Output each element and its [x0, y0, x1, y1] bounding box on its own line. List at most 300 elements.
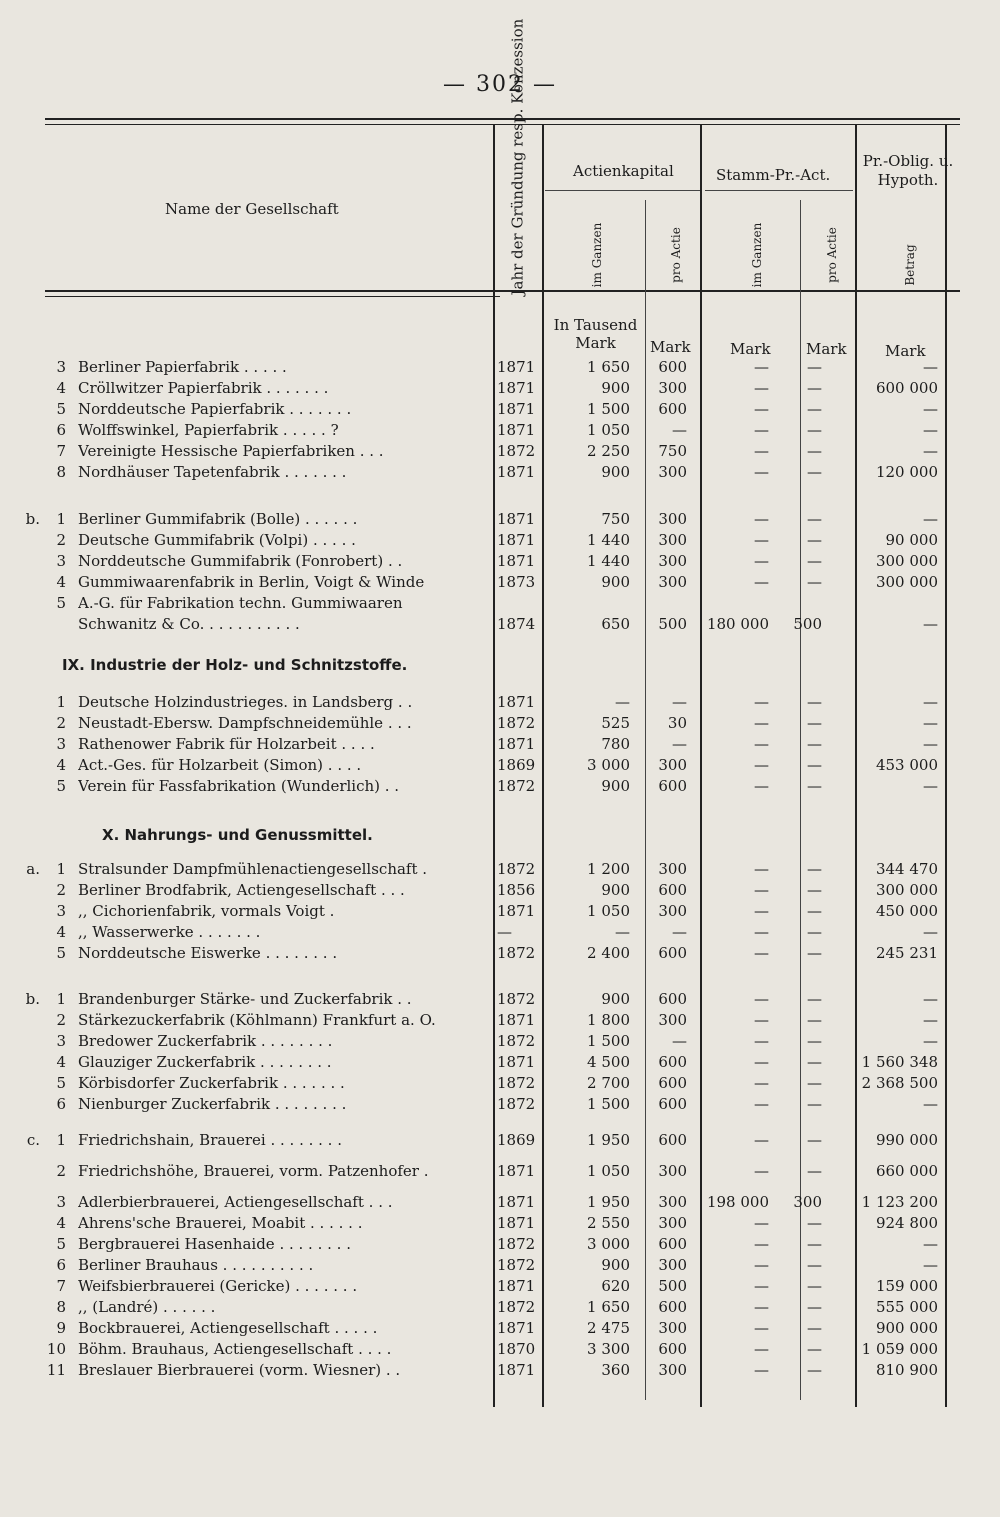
- cell-c2: 600: [658, 881, 687, 899]
- cell-c2: 600: [658, 1298, 687, 1316]
- cell-num: 3: [56, 902, 66, 920]
- cell-c2: 300: [658, 1256, 687, 1274]
- cell-c1: 900: [601, 990, 630, 1008]
- cell-year: 1871: [497, 463, 536, 481]
- cell-year: 1871: [497, 693, 536, 711]
- cell-c1: —: [615, 923, 630, 941]
- cell-name: Deutsche Holzindustrieges. in Landsberg . .: [78, 693, 413, 711]
- cell-c2: 300: [658, 860, 687, 878]
- cell-name: Gummiwaarenfabrik in Berlin, Voigt & Winde: [78, 573, 425, 591]
- cell-c4: —: [807, 1074, 822, 1092]
- cell-c1: 3 000: [587, 756, 630, 774]
- cell-pref: c.: [26, 1131, 40, 1149]
- cell-pref: a.: [26, 860, 40, 878]
- cell-c3: —: [754, 944, 769, 962]
- table-row: [0, 859, 1000, 880]
- cell-c1: 750: [601, 510, 630, 528]
- cell-name: Bergbrauerei Hasenhaide . . . . . . . .: [78, 1235, 351, 1253]
- header-stamm: Stamm-Pr.-Act.: [716, 166, 831, 184]
- cell-c4: —: [807, 881, 822, 899]
- actienkapital-underline: [545, 190, 700, 191]
- cell-c4: —: [807, 510, 822, 528]
- table-row: [0, 943, 1000, 964]
- cell-c5: 1 123 200: [861, 1193, 938, 1211]
- cell-year: 1869: [497, 756, 536, 774]
- table-row: [0, 530, 1000, 551]
- cell-c1: 2 700: [587, 1074, 630, 1092]
- cell-c5: —: [923, 735, 938, 753]
- cell-c4: —: [807, 400, 822, 418]
- cell-c2: 600: [658, 1074, 687, 1092]
- cell-name: ,, Cichorienfabrik, vormals Voigt .: [78, 902, 335, 920]
- cell-c4: —: [807, 1011, 822, 1029]
- cell-c2: 300: [658, 1214, 687, 1232]
- cell-c1: 4 500: [587, 1053, 630, 1071]
- cell-c4: —: [807, 777, 822, 795]
- cell-c4: —: [807, 1162, 822, 1180]
- cell-c5: 660 000: [875, 1162, 938, 1180]
- table-row: [0, 776, 1000, 797]
- cell-name: Wolffswinkel, Papierfabrik . . . . . ?: [78, 421, 339, 439]
- cell-c2: 300: [658, 552, 687, 570]
- table-row: [0, 462, 1000, 483]
- cell-year: 1872: [497, 442, 536, 460]
- cell-c3: —: [754, 573, 769, 591]
- table-row: [0, 614, 1000, 635]
- cell-c2: 300: [658, 1361, 687, 1379]
- cell-year: 1872: [497, 990, 536, 1008]
- cell-c1: 1 650: [587, 358, 630, 376]
- cell-num: 5: [56, 594, 66, 612]
- cell-year: 1871: [497, 531, 536, 549]
- cell-c1: 900: [601, 777, 630, 795]
- table-row: [0, 1031, 1000, 1052]
- table-row: [0, 1360, 1000, 1381]
- cell-c3: —: [754, 1235, 769, 1253]
- cell-num: 6: [56, 1256, 66, 1274]
- cell-name: Stärkezuckerfabrik (Köhlmann) Frankfurt a. O.: [78, 1011, 436, 1029]
- cell-c1: 2 475: [587, 1319, 630, 1337]
- cell-name: Breslauer Bierbrauerei (vorm. Wiesner) . .: [78, 1361, 401, 1379]
- cell-num: 1: [56, 693, 66, 711]
- cell-c1: 2 550: [587, 1214, 630, 1232]
- header-actienkapital: Actienkapital: [573, 162, 674, 180]
- cell-c5: —: [923, 442, 938, 460]
- cell-name: Bredower Zuckerfabrik . . . . . . . .: [78, 1032, 333, 1050]
- cell-c4: —: [807, 573, 822, 591]
- cell-c3: —: [754, 1298, 769, 1316]
- cell-year: 1872: [497, 1256, 536, 1274]
- cell-c2: 500: [658, 1277, 687, 1295]
- table-row: [0, 713, 1000, 734]
- cell-c5: —: [923, 400, 938, 418]
- top-rule: [45, 118, 960, 120]
- stamm-underline: [705, 190, 853, 191]
- cell-c1: 1 950: [587, 1193, 630, 1211]
- cell-year: 1873: [497, 573, 536, 591]
- cell-num: 8: [56, 463, 66, 481]
- cell-c5: 555 000: [875, 1298, 938, 1316]
- cell-pref: b.: [25, 510, 40, 528]
- table-row: [0, 989, 1000, 1010]
- cell-c3: —: [754, 1256, 769, 1274]
- cell-name: Vereinigte Hessische Papierfabriken . . .: [78, 442, 384, 460]
- cell-num: 1: [56, 510, 66, 528]
- table-row: [0, 441, 1000, 462]
- cell-name: Deutsche Gummifabrik (Volpi) . . . . .: [78, 531, 356, 549]
- cell-name: Nienburger Zuckerfabrik . . . . . . . .: [78, 1095, 347, 1113]
- cell-c4: —: [807, 735, 822, 753]
- table-row: [0, 1073, 1000, 1094]
- cell-year: 1872: [497, 777, 536, 795]
- cell-num: 3: [56, 1193, 66, 1211]
- cell-name: Nordhäuser Tapetenfabrik . . . . . . .: [78, 463, 347, 481]
- cell-c2: 300: [658, 463, 687, 481]
- cell-c2: 600: [658, 944, 687, 962]
- cell-name: Bockbrauerei, Actiengesellschaft . . . . .: [78, 1319, 378, 1337]
- cell-c4: —: [807, 1319, 822, 1337]
- cell-c5: —: [923, 615, 938, 633]
- cell-num: 1: [56, 990, 66, 1008]
- cell-c5: —: [923, 1011, 938, 1029]
- cell-name: Glauziger Zuckerfabrik . . . . . . . .: [78, 1053, 332, 1071]
- cell-num: 3: [56, 735, 66, 753]
- cell-c5: 344 470: [875, 860, 938, 878]
- cell-year: 1871: [497, 1361, 536, 1379]
- cell-c4: —: [807, 1095, 822, 1113]
- cell-c4: —: [807, 463, 822, 481]
- table-row: [0, 1276, 1000, 1297]
- table-row: [0, 734, 1000, 755]
- cell-c1: 1 200: [587, 860, 630, 878]
- page-number: — 302 —: [443, 72, 557, 97]
- cell-num: 5: [56, 777, 66, 795]
- cell-name: Brandenburger Stärke- und Zuckerfabrik . .: [78, 990, 412, 1008]
- header-prob: Pr.-Oblig. u. Hypoth.: [862, 152, 954, 189]
- cell-c3: —: [754, 735, 769, 753]
- cell-c1: 1 440: [587, 552, 630, 570]
- cell-year: 1871: [497, 1277, 536, 1295]
- cell-c1: 2 400: [587, 944, 630, 962]
- cell-c5: 1 059 000: [861, 1340, 938, 1358]
- cell-c5: —: [923, 714, 938, 732]
- cell-c1: 2 250: [587, 442, 630, 460]
- cell-num: 5: [56, 1235, 66, 1253]
- cell-c5: 300 000: [875, 881, 938, 899]
- cell-c4: —: [807, 756, 822, 774]
- cell-c1: 620: [601, 1277, 630, 1295]
- unit-mark-ak: Mark: [650, 338, 691, 356]
- cell-c3: —: [754, 552, 769, 570]
- cell-name: Schwanitz & Co. . . . . . . . . . .: [78, 615, 300, 633]
- cell-c1: 1 950: [587, 1131, 630, 1149]
- cell-year: 1871: [497, 1193, 536, 1211]
- cell-c3: —: [754, 379, 769, 397]
- table-row: [0, 1339, 1000, 1360]
- cell-c5: 120 000: [875, 463, 938, 481]
- header-stamm-pro-actie: pro Actie: [825, 227, 839, 283]
- cell-c3: 198 000: [706, 1193, 769, 1211]
- cell-year: 1871: [497, 735, 536, 753]
- cell-year: 1872: [497, 1074, 536, 1092]
- cell-c2: 300: [658, 379, 687, 397]
- header-name: Name der Gesellschaft: [165, 200, 339, 218]
- cell-name: A.-G. für Fabrikation techn. Gummiwaaren: [78, 594, 403, 612]
- cell-name: ,, (Landré) . . . . . .: [78, 1298, 216, 1316]
- cell-name: Act.-Ges. für Holzarbeit (Simon) . . . .: [78, 756, 362, 774]
- unit-mark-stamm-pro: Mark: [806, 340, 847, 358]
- cell-c4: —: [807, 944, 822, 962]
- cell-num: 4: [56, 1053, 66, 1071]
- cell-name: Norddeutsche Eiswerke . . . . . . . .: [78, 944, 338, 962]
- cell-num: 4: [56, 379, 66, 397]
- cell-c5: —: [923, 358, 938, 376]
- cell-c2: —: [672, 693, 687, 711]
- cell-num: 6: [56, 1095, 66, 1113]
- cell-name: Neustadt-Ebersw. Dampfschneidemühle . . .: [78, 714, 412, 732]
- cell-num: 4: [56, 573, 66, 591]
- cell-c3: —: [754, 1053, 769, 1071]
- cell-year: 1870: [497, 1340, 536, 1358]
- cell-c2: —: [672, 735, 687, 753]
- cell-c4: —: [807, 552, 822, 570]
- cell-year: 1869: [497, 1131, 536, 1149]
- cell-num: 5: [56, 944, 66, 962]
- cell-num: 2: [56, 1162, 66, 1180]
- cell-c3: —: [754, 1162, 769, 1180]
- cell-c1: 1 050: [587, 421, 630, 439]
- cell-year: 1872: [497, 944, 536, 962]
- cell-c3: —: [754, 693, 769, 711]
- cell-c4: —: [807, 923, 822, 941]
- table-row: [0, 399, 1000, 420]
- cell-c4: —: [807, 902, 822, 920]
- cell-year: 1872: [497, 860, 536, 878]
- cell-c2: —: [672, 1032, 687, 1050]
- cell-c2: 600: [658, 358, 687, 376]
- cell-c1: 3 300: [587, 1340, 630, 1358]
- cell-c5: 245 231: [875, 944, 938, 962]
- cell-c1: 900: [601, 379, 630, 397]
- cell-c3: —: [754, 1032, 769, 1050]
- cell-c2: 300: [658, 510, 687, 528]
- cell-num: 2: [56, 714, 66, 732]
- cell-year: 1872: [497, 1235, 536, 1253]
- top-rule-thin: [45, 124, 960, 125]
- cell-c5: —: [923, 990, 938, 1008]
- cell-c4: —: [807, 1032, 822, 1050]
- unit-thousand-mark: In Tausend Mark: [553, 316, 638, 352]
- cell-num: 1: [56, 860, 66, 878]
- header-bottom-rule-thin: [45, 296, 500, 297]
- cell-year: 1871: [497, 1053, 536, 1071]
- cell-c5: —: [923, 421, 938, 439]
- cell-c3: —: [754, 421, 769, 439]
- cell-num: 11: [46, 1361, 66, 1379]
- cell-name: Berliner Gummifabrik (Bolle) . . . . . .: [78, 510, 358, 528]
- table-row: [0, 1094, 1000, 1115]
- cell-c1: 1 440: [587, 531, 630, 549]
- cell-name: Weifsbierbrauerei (Gericke) . . . . . . .: [78, 1277, 358, 1295]
- cell-c4: —: [807, 531, 822, 549]
- section-heading-ix: IX. Industrie der Holz- und Schnitzstoffe.: [62, 656, 408, 674]
- table-row: [0, 1234, 1000, 1255]
- cell-c3: —: [754, 1277, 769, 1295]
- header-ak-ganzen: im Ganzen: [590, 222, 604, 288]
- cell-year: 1871: [497, 552, 536, 570]
- table-row: [0, 420, 1000, 441]
- cell-c2: 300: [658, 1011, 687, 1029]
- cell-c5: 159 000: [875, 1277, 938, 1295]
- cell-year: 1874: [497, 615, 536, 633]
- cell-name: Böhm. Brauhaus, Actiengesellschaft . . . .: [78, 1340, 392, 1358]
- cell-num: 4: [56, 1214, 66, 1232]
- cell-c4: —: [807, 1256, 822, 1274]
- table-row: [0, 593, 1000, 614]
- cell-num: 9: [56, 1319, 66, 1337]
- cell-c2: 300: [658, 531, 687, 549]
- cell-c3: —: [754, 923, 769, 941]
- cell-c4: 300: [793, 1193, 822, 1211]
- cell-c2: 600: [658, 1095, 687, 1113]
- cell-c2: 600: [658, 1235, 687, 1253]
- cell-c3: —: [754, 777, 769, 795]
- cell-c1: 1 500: [587, 400, 630, 418]
- cell-c4: 500: [793, 615, 822, 633]
- table-row: [0, 509, 1000, 530]
- cell-c5: —: [923, 1235, 938, 1253]
- cell-num: 2: [56, 531, 66, 549]
- cell-c1: 1 650: [587, 1298, 630, 1316]
- table-row: [0, 572, 1000, 593]
- cell-c2: —: [672, 923, 687, 941]
- cell-c4: —: [807, 358, 822, 376]
- cell-c5: —: [923, 1256, 938, 1274]
- cell-year: 1871: [497, 1214, 536, 1232]
- cell-c4: —: [807, 860, 822, 878]
- cell-year: 1872: [497, 1298, 536, 1316]
- table-row: [0, 1010, 1000, 1031]
- cell-c2: 600: [658, 1340, 687, 1358]
- cell-c1: 3 000: [587, 1235, 630, 1253]
- cell-c4: —: [807, 1131, 822, 1149]
- cell-c1: 900: [601, 1256, 630, 1274]
- cell-num: 10: [46, 1340, 66, 1358]
- cell-c2: 600: [658, 990, 687, 1008]
- cell-c1: 1 500: [587, 1095, 630, 1113]
- table-row: [0, 551, 1000, 572]
- cell-year: —: [497, 923, 512, 941]
- cell-c1: 900: [601, 463, 630, 481]
- cell-c5: —: [923, 693, 938, 711]
- table-row: [0, 1318, 1000, 1339]
- cell-num: 2: [56, 881, 66, 899]
- cell-name: Rathenower Fabrik für Holzarbeit . . . .: [78, 735, 375, 753]
- cell-c5: 90 000: [885, 531, 938, 549]
- cell-name: Cröllwitzer Papierfabrik . . . . . . .: [78, 379, 329, 397]
- table-row: [0, 378, 1000, 399]
- cell-c2: 300: [658, 902, 687, 920]
- cell-year: 1871: [497, 358, 536, 376]
- cell-year: 1871: [497, 421, 536, 439]
- cell-c3: —: [754, 358, 769, 376]
- cell-pref: b.: [25, 990, 40, 1008]
- cell-c1: 360: [601, 1361, 630, 1379]
- cell-c1: 1 050: [587, 1162, 630, 1180]
- cell-c4: —: [807, 990, 822, 1008]
- cell-c5: 453 000: [875, 756, 938, 774]
- cell-c5: —: [923, 1095, 938, 1113]
- cell-c4: —: [807, 1298, 822, 1316]
- cell-c4: —: [807, 421, 822, 439]
- cell-year: 1871: [497, 1319, 536, 1337]
- cell-c1: 1 500: [587, 1032, 630, 1050]
- cell-c1: 900: [601, 881, 630, 899]
- header-bottom-rule: [45, 290, 960, 292]
- cell-name: Ahrens'sche Brauerei, Moabit . . . . . .: [78, 1214, 363, 1232]
- cell-num: 3: [56, 552, 66, 570]
- table-row: [0, 1161, 1000, 1182]
- cell-year: 1872: [497, 1032, 536, 1050]
- cell-c3: —: [754, 1214, 769, 1232]
- cell-c2: 600: [658, 1053, 687, 1071]
- cell-num: 5: [56, 1074, 66, 1092]
- cell-year: 1871: [497, 510, 536, 528]
- unit-mark-stamm: Mark: [730, 340, 771, 358]
- cell-c5: 300 000: [875, 552, 938, 570]
- cell-c1: 1 050: [587, 902, 630, 920]
- cell-c3: —: [754, 400, 769, 418]
- table-row: [0, 1192, 1000, 1213]
- cell-name: Körbisdorfer Zuckerfabrik . . . . . . .: [78, 1074, 345, 1092]
- table-row: [0, 1213, 1000, 1234]
- cell-num: 4: [56, 923, 66, 941]
- cell-num: 7: [56, 1277, 66, 1295]
- cell-c4: —: [807, 1235, 822, 1253]
- cell-c1: 780: [601, 735, 630, 753]
- cell-c2: —: [672, 421, 687, 439]
- cell-c3: —: [754, 902, 769, 920]
- header-stamm-ganzen: im Ganzen: [750, 222, 764, 288]
- cell-c5: —: [923, 923, 938, 941]
- cell-num: 3: [56, 358, 66, 376]
- cell-c3: —: [754, 756, 769, 774]
- cell-num: 8: [56, 1298, 66, 1316]
- table-row: [0, 1297, 1000, 1318]
- cell-c2: 30: [667, 714, 687, 732]
- cell-c4: —: [807, 1277, 822, 1295]
- section-heading-x: X. Nahrungs- und Genussmittel.: [102, 826, 373, 844]
- cell-c5: 810 900: [875, 1361, 938, 1379]
- cell-c3: 180 000: [706, 615, 769, 633]
- cell-c3: —: [754, 531, 769, 549]
- cell-c1: 650: [601, 615, 630, 633]
- cell-num: 7: [56, 442, 66, 460]
- cell-c3: —: [754, 881, 769, 899]
- cell-c4: —: [807, 1214, 822, 1232]
- cell-year: 1856: [497, 881, 536, 899]
- table-row: [0, 1052, 1000, 1073]
- cell-c3: —: [754, 1340, 769, 1358]
- cell-c3: —: [754, 463, 769, 481]
- cell-c4: —: [807, 714, 822, 732]
- cell-num: 2: [56, 1011, 66, 1029]
- table-row: [0, 880, 1000, 901]
- cell-name: Berliner Brauhaus . . . . . . . . . .: [78, 1256, 314, 1274]
- cell-name: Norddeutsche Gummifabrik (Fonrobert) . .: [78, 552, 403, 570]
- cell-c4: —: [807, 1361, 822, 1379]
- header-ak-pro-actie: pro Actie: [669, 227, 683, 283]
